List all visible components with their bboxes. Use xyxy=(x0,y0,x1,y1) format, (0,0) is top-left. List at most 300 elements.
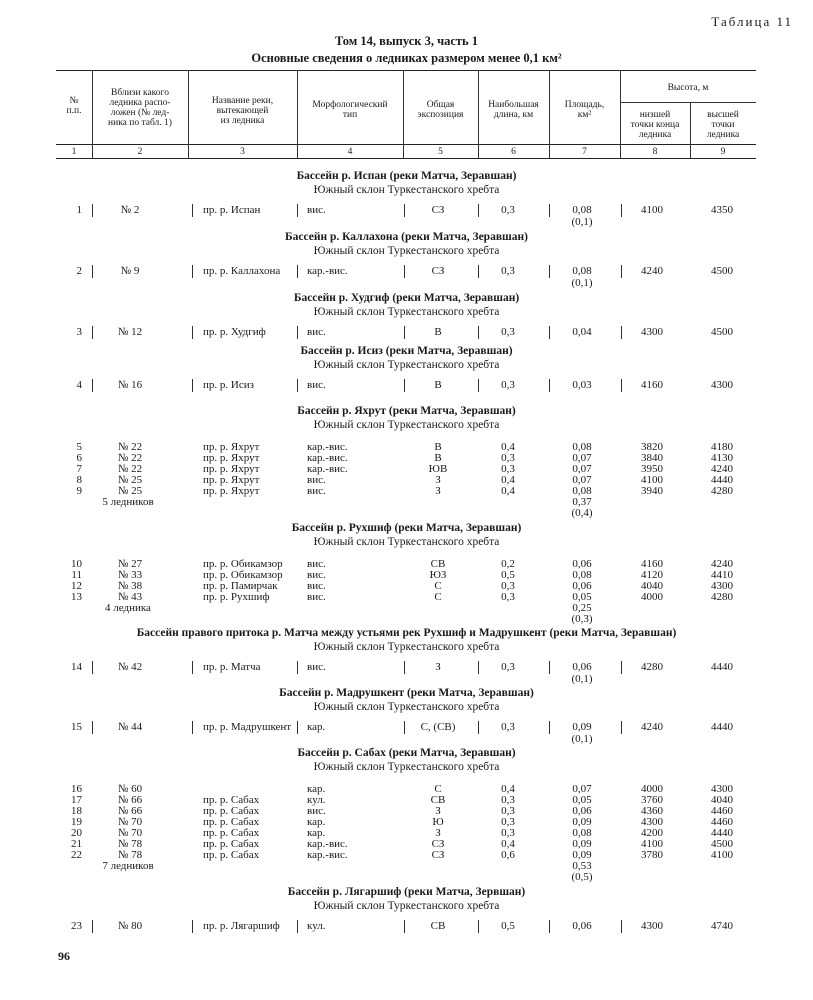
morph-type: вис. xyxy=(307,591,326,603)
max-length: 0,2 xyxy=(501,558,515,570)
height-high: 4440 xyxy=(711,474,733,486)
cell-separator-mark xyxy=(549,379,550,392)
near-glacier: № 43 xyxy=(117,591,143,603)
exposition: В xyxy=(434,452,442,464)
area-rounded: (0,1) xyxy=(571,673,593,685)
max-length: 0,3 xyxy=(501,827,515,839)
exposition: З xyxy=(435,474,441,486)
height-low: 4300 xyxy=(641,816,663,828)
cell-separator-mark xyxy=(621,379,622,392)
height-low: 4200 xyxy=(641,827,663,839)
header-height-group: Высота, м xyxy=(667,83,709,93)
river-name: пр. р. Памирчак xyxy=(203,580,278,592)
height-high: 4100 xyxy=(711,849,733,861)
column-number: 8 xyxy=(652,147,658,157)
height-low: 4120 xyxy=(641,569,663,581)
morph-type: кар.-вис. xyxy=(307,838,348,850)
header-col4: Морфологический тип xyxy=(312,100,388,120)
cell-separator-mark xyxy=(549,204,550,217)
slope-subheading: Южный склон Туркестанского хребта xyxy=(313,641,500,653)
total-area: 0,37 xyxy=(572,496,592,508)
morph-type: кул. xyxy=(307,794,326,806)
area: 0,08 xyxy=(572,204,592,216)
area: 0,06 xyxy=(572,580,592,592)
max-length: 0,4 xyxy=(501,441,515,453)
row-number: 10 xyxy=(71,558,82,570)
height-high: 4240 xyxy=(711,558,733,570)
cell-separator-mark xyxy=(549,920,550,933)
column-number: 6 xyxy=(511,147,516,157)
cell-separator-mark xyxy=(297,920,298,933)
cell-separator-mark xyxy=(549,661,550,674)
cell-separator-mark xyxy=(621,204,622,217)
header-col9: высшей точки ледника xyxy=(706,110,740,140)
max-length: 0,3 xyxy=(501,591,515,603)
area: 0,08 xyxy=(572,441,592,453)
area: 0,06 xyxy=(572,558,592,570)
area: 0,08 xyxy=(572,265,592,277)
exposition: В xyxy=(434,326,442,338)
basin-heading: Бассейн р. Яхрут (реки Матча, Зеравшан) xyxy=(297,405,516,417)
page-number: 96 xyxy=(58,949,70,963)
height-low: 4000 xyxy=(641,783,663,795)
height-high: 4240 xyxy=(711,463,733,475)
cell-separator-mark xyxy=(404,920,405,933)
area-rounded: (0,1) xyxy=(571,216,593,228)
area: 0,05 xyxy=(572,591,592,603)
exposition: СЗ xyxy=(431,204,445,216)
column-number: 4 xyxy=(347,147,353,157)
max-length: 0,3 xyxy=(501,463,515,475)
river-name: пр. р. Обикамзор xyxy=(203,558,283,570)
height-high: 4440 xyxy=(711,661,733,673)
header-col3: Название реки, вытекающей из ледника xyxy=(211,96,274,126)
slope-subheading: Южный склон Туркестанского хребта xyxy=(313,245,500,257)
area: 0,07 xyxy=(572,463,592,475)
height-low: 4100 xyxy=(641,474,663,486)
river-name: пр. р. Обикамзор xyxy=(203,569,283,581)
row-number: 12 xyxy=(71,580,82,592)
cell-separator-mark xyxy=(92,265,93,278)
height-low: 3780 xyxy=(641,849,663,861)
slope-subheading: Южный склон Туркестанского хребта xyxy=(313,306,500,318)
cell-separator-mark xyxy=(297,204,298,217)
cell-separator-mark xyxy=(404,265,405,278)
basin-heading: Бассейн р. Мадрушкент (реки Матча, Зеравшан) xyxy=(279,687,534,699)
row-number: 4 xyxy=(76,379,82,391)
height-high: 4130 xyxy=(711,452,733,464)
height-high: 4740 xyxy=(711,920,733,932)
total-area-rounded: (0,5) xyxy=(571,871,593,883)
height-low: 4000 xyxy=(641,591,663,603)
height-high: 4500 xyxy=(711,326,733,338)
total-area: 0,25 xyxy=(572,602,592,614)
river-name: пр. р. Яхрут xyxy=(203,474,260,486)
cell-separator-mark xyxy=(192,661,193,674)
row-number: 20 xyxy=(71,827,82,839)
basin-heading: Бассейн р. Каллахона (реки Матча, Зеравшан) xyxy=(285,231,528,243)
glacier-count-total: 5 ледников xyxy=(102,496,154,508)
river-name: пр. р. Сабах xyxy=(203,794,260,806)
max-length: 0,3 xyxy=(501,794,515,806)
river-name: пр. р. Сабах xyxy=(203,849,260,861)
max-length: 0,6 xyxy=(501,849,515,861)
height-high: 4440 xyxy=(711,721,733,733)
exposition: СЗ xyxy=(431,838,445,850)
area-rounded: (0,1) xyxy=(571,277,593,289)
header-col6: Наибольшая длина, км xyxy=(488,100,539,120)
exposition: СЗ xyxy=(431,849,445,861)
max-length: 0,3 xyxy=(501,265,515,277)
near-glacier: № 9 xyxy=(120,265,140,277)
volume-title: Том 14, выпуск 3, часть 1 xyxy=(334,34,479,48)
cell-separator-mark xyxy=(297,721,298,734)
row-number: 9 xyxy=(76,485,82,497)
max-length: 0,3 xyxy=(501,204,515,216)
exposition: СВ xyxy=(430,558,446,570)
cell-separator-mark xyxy=(404,379,405,392)
cell-separator-mark xyxy=(92,721,93,734)
height-low: 4240 xyxy=(641,265,663,277)
row-number: 14 xyxy=(71,661,82,673)
morph-type: вис. xyxy=(307,558,326,570)
near-glacier: № 70 xyxy=(117,816,143,828)
exposition: З xyxy=(435,827,441,839)
max-length: 0,3 xyxy=(501,661,515,673)
area: 0,09 xyxy=(572,721,592,733)
height-high: 4300 xyxy=(711,379,733,391)
exposition: СЗ xyxy=(431,265,445,277)
height-high: 4300 xyxy=(711,783,733,795)
near-glacier: № 12 xyxy=(117,326,143,338)
cell-separator-mark xyxy=(192,920,193,933)
height-low: 4360 xyxy=(641,805,663,817)
morph-type: вис. xyxy=(307,580,326,592)
morph-type: вис. xyxy=(307,326,326,338)
row-number: 23 xyxy=(71,920,82,932)
near-glacier: № 22 xyxy=(117,463,143,475)
cell-separator-mark xyxy=(621,721,622,734)
row-number: 8 xyxy=(76,474,82,486)
row-number: 7 xyxy=(76,463,82,475)
area-rounded: (0,1) xyxy=(571,733,593,745)
column-number: 1 xyxy=(71,147,77,157)
cell-separator-mark xyxy=(404,721,405,734)
basin-heading: Бассейн р. Рухшиф (реки Матча, Зеравшан) xyxy=(291,522,522,534)
header-mid-rule xyxy=(56,144,756,145)
near-glacier: № 16 xyxy=(117,379,143,391)
river-name: пр. р. Испан xyxy=(203,204,261,216)
height-low: 3950 xyxy=(641,463,663,475)
cell-separator-mark xyxy=(404,204,405,217)
area: 0,09 xyxy=(572,816,592,828)
exposition: СВ xyxy=(430,920,446,932)
near-glacier: № 38 xyxy=(117,580,143,592)
river-name: пр. р. Яхрут xyxy=(203,485,260,497)
area: 0,09 xyxy=(572,838,592,850)
column-number: 9 xyxy=(720,147,726,157)
near-glacier: № 80 xyxy=(117,920,143,932)
cell-separator-mark xyxy=(621,326,622,339)
height-high: 4040 xyxy=(711,794,733,806)
height-low: 4040 xyxy=(641,580,663,592)
near-glacier: № 22 xyxy=(117,441,143,453)
basin-heading: Бассейн р. Исиз (реки Матча, Зеравшан) xyxy=(300,345,513,357)
exposition: З xyxy=(435,805,441,817)
header-col1: № п.п. xyxy=(66,96,82,116)
cell-separator-mark xyxy=(621,265,622,278)
morph-type: кар.-вис. xyxy=(307,265,348,277)
river-name: пр. р. Рухшиф xyxy=(203,591,270,603)
height-low: 4100 xyxy=(641,204,663,216)
morph-type: вис. xyxy=(307,569,326,581)
table-subtitle: Основные сведения о ледниках размером менее 0,1 км² xyxy=(251,51,562,65)
header-top-rule xyxy=(56,70,756,71)
height-low: 4240 xyxy=(641,721,663,733)
morph-type: кар.-вис. xyxy=(307,441,348,453)
height-high: 4460 xyxy=(711,805,733,817)
near-glacier: № 25 xyxy=(117,485,143,497)
cell-separator-mark xyxy=(192,379,193,392)
river-name: пр. р. Яхрут xyxy=(203,463,260,475)
morph-type: вис. xyxy=(307,204,326,216)
header-col8: низшей точки конца ледника xyxy=(630,110,680,140)
height-low: 3940 xyxy=(641,485,663,497)
river-name: пр. р. Мадрушкент xyxy=(203,721,292,733)
morph-type: вис. xyxy=(307,485,326,497)
morph-type: кар.-вис. xyxy=(307,452,348,464)
near-glacier: № 27 xyxy=(117,558,143,570)
morph-type: кар.-вис. xyxy=(307,463,348,475)
morph-type: кар. xyxy=(307,827,326,839)
near-glacier: № 33 xyxy=(117,569,143,581)
cell-separator-mark xyxy=(92,204,93,217)
basin-heading: Бассейн р. Сабах (реки Матча, Зеравшан) xyxy=(297,747,516,759)
height-high: 4500 xyxy=(711,265,733,277)
area: 0,06 xyxy=(572,920,592,932)
area: 0,03 xyxy=(572,379,592,391)
cell-separator-mark xyxy=(92,379,93,392)
cell-separator-mark xyxy=(297,661,298,674)
near-glacier: № 70 xyxy=(117,827,143,839)
row-number: 2 xyxy=(76,265,82,277)
area: 0,07 xyxy=(572,452,592,464)
max-length: 0,5 xyxy=(501,569,515,581)
cell-separator-mark xyxy=(621,661,622,674)
near-glacier: № 2 xyxy=(120,204,140,216)
height-high: 4180 xyxy=(711,441,733,453)
morph-type: кар. xyxy=(307,721,326,733)
cell-separator-mark xyxy=(478,661,479,674)
morph-type: вис. xyxy=(307,661,326,673)
header-col5: Общая экспозиция xyxy=(417,100,464,120)
cell-separator-mark xyxy=(478,379,479,392)
near-glacier: № 66 xyxy=(117,794,143,806)
slope-subheading: Южный склон Туркестанского хребта xyxy=(313,419,500,431)
exposition: Ю xyxy=(432,816,444,828)
exposition: З xyxy=(435,661,441,673)
glacier-count-total: 7 ледников xyxy=(102,860,154,872)
height-high: 4500 xyxy=(711,838,733,850)
height-high: 4350 xyxy=(711,204,733,216)
cell-separator-mark xyxy=(478,721,479,734)
near-glacier: № 42 xyxy=(117,661,143,673)
slope-subheading: Южный склон Туркестанского хребта xyxy=(313,761,500,773)
river-name: пр. р. Сабах xyxy=(203,838,260,850)
basin-heading: Бассейн р. Лягаршиф (реки Матча, Зервшан) xyxy=(287,886,526,898)
cell-separator-mark xyxy=(549,265,550,278)
morph-type: вис. xyxy=(307,379,326,391)
max-length: 0,3 xyxy=(501,580,515,592)
column-number: 7 xyxy=(582,147,587,157)
exposition: ЮЗ xyxy=(429,569,447,581)
river-name: пр. р. Матча xyxy=(203,661,261,673)
cell-separator-mark xyxy=(192,204,193,217)
morph-type: вис. xyxy=(307,805,326,817)
cell-separator-mark xyxy=(549,326,550,339)
column-number: 5 xyxy=(438,147,443,157)
area: 0,08 xyxy=(572,569,592,581)
row-number: 18 xyxy=(71,805,82,817)
row-number: 1 xyxy=(76,204,82,216)
area: 0,09 xyxy=(572,849,592,861)
row-number: 17 xyxy=(71,794,82,806)
height-low: 3840 xyxy=(641,452,663,464)
slope-subheading: Южный склон Туркестанского хребта xyxy=(313,536,500,548)
height-high: 4280 xyxy=(711,485,733,497)
cell-separator-mark xyxy=(297,265,298,278)
area: 0,05 xyxy=(572,794,592,806)
near-glacier: № 25 xyxy=(117,474,143,486)
max-length: 0,3 xyxy=(501,326,515,338)
area: 0,07 xyxy=(572,783,592,795)
river-name: пр. р. Худгиф xyxy=(203,326,266,338)
cell-separator-mark xyxy=(92,661,93,674)
river-name: пр. р. Сабах xyxy=(203,816,260,828)
row-number: 16 xyxy=(71,783,82,795)
height-low: 4100 xyxy=(641,838,663,850)
height-low: 3760 xyxy=(641,794,663,806)
header-bottom-rule xyxy=(56,158,756,159)
total-area-rounded: (0,3) xyxy=(571,613,593,625)
near-glacier: № 44 xyxy=(117,721,143,733)
slope-subheading: Южный склон Туркестанского хребта xyxy=(313,359,500,371)
max-length: 0,4 xyxy=(501,485,515,497)
area: 0,04 xyxy=(572,326,592,338)
height-low: 4300 xyxy=(641,326,663,338)
area: 0,08 xyxy=(572,827,592,839)
river-name: пр. р. Каллахона xyxy=(203,265,281,277)
max-length: 0,3 xyxy=(501,805,515,817)
river-name: пр. р. Сабах xyxy=(203,805,260,817)
max-length: 0,3 xyxy=(501,379,515,391)
row-number: 19 xyxy=(71,816,82,828)
area: 0,06 xyxy=(572,661,592,673)
near-glacier: № 22 xyxy=(117,452,143,464)
row-number: 3 xyxy=(76,326,82,338)
exposition: З xyxy=(435,485,441,497)
max-length: 0,4 xyxy=(501,783,515,795)
header-col7: Площадь, км² xyxy=(564,100,605,120)
exposition: В xyxy=(434,379,442,391)
exposition: С xyxy=(434,783,442,795)
slope-subheading: Южный склон Туркестанского хребта xyxy=(313,900,500,912)
river-name: пр. р. Яхрут xyxy=(203,441,260,453)
near-glacier: № 60 xyxy=(117,783,143,795)
total-area: 0,53 xyxy=(572,860,592,872)
cell-separator-mark xyxy=(92,326,93,339)
header-col2: Вблизи какого ледника распо- ложен (№ лед- ника по табл. 1) xyxy=(108,88,172,128)
area: 0,07 xyxy=(572,474,592,486)
cell-separator-mark xyxy=(192,721,193,734)
cell-separator-mark xyxy=(478,265,479,278)
cell-separator-mark xyxy=(192,326,193,339)
max-length: 0,5 xyxy=(501,920,515,932)
cell-separator-mark xyxy=(404,326,405,339)
max-length: 0,3 xyxy=(501,816,515,828)
height-high: 4280 xyxy=(711,591,733,603)
cell-separator-mark xyxy=(297,326,298,339)
cell-separator-mark xyxy=(297,379,298,392)
height-group-rule xyxy=(620,102,756,103)
slope-subheading: Южный склон Туркестанского хребта xyxy=(313,184,500,196)
column-number: 2 xyxy=(137,147,143,157)
near-glacier: № 78 xyxy=(117,838,143,850)
near-glacier: № 66 xyxy=(117,805,143,817)
exposition: С xyxy=(434,591,442,603)
cell-separator-mark xyxy=(478,920,479,933)
max-length: 0,4 xyxy=(501,474,515,486)
row-number: 21 xyxy=(71,838,82,850)
total-area-rounded: (0,4) xyxy=(571,507,593,519)
row-number: 15 xyxy=(71,721,82,733)
area: 0,08 xyxy=(572,485,592,497)
exposition: ЮВ xyxy=(428,463,448,475)
exposition: С xyxy=(434,580,442,592)
exposition: СВ xyxy=(430,794,446,806)
height-high: 4460 xyxy=(711,816,733,828)
max-length: 0,4 xyxy=(501,838,515,850)
exposition: С, (СВ) xyxy=(420,721,456,733)
basin-heading: Бассейн р. Худгиф (реки Матча, Зеравшан) xyxy=(293,292,520,304)
height-low: 3820 xyxy=(641,441,663,453)
basin-heading: Бассейн р. Испан (реки Матча, Зеравшан) xyxy=(296,170,517,182)
height-high: 4440 xyxy=(711,827,733,839)
river-name: пр. р. Сабах xyxy=(203,827,260,839)
area: 0,06 xyxy=(572,805,592,817)
height-low: 4300 xyxy=(641,920,663,932)
cell-separator-mark xyxy=(92,920,93,933)
cell-separator-mark xyxy=(549,721,550,734)
height-low: 4280 xyxy=(641,661,663,673)
cell-separator-mark xyxy=(621,920,622,933)
morph-type: кар.-вис. xyxy=(307,849,348,861)
height-low: 4160 xyxy=(641,558,663,570)
glacier-count-total: 4 ледника xyxy=(105,602,151,614)
row-number: 11 xyxy=(71,569,82,581)
column-number: 3 xyxy=(240,147,245,157)
height-high: 4300 xyxy=(711,580,733,592)
cell-separator-mark xyxy=(404,661,405,674)
basin-heading: Бассейн правого притока р. Матча между устьями рек Рухшиф и Мадрушкент (реки Матча, Зеравшан) xyxy=(136,627,677,639)
table-label: Таблица 11 xyxy=(711,14,793,29)
height-low: 4160 xyxy=(641,379,663,391)
near-glacier: № 78 xyxy=(117,849,143,861)
morph-type: кар. xyxy=(307,783,326,795)
exposition: В xyxy=(434,441,442,453)
cell-separator-mark xyxy=(478,204,479,217)
river-name: пр. р. Яхрут xyxy=(203,452,260,464)
